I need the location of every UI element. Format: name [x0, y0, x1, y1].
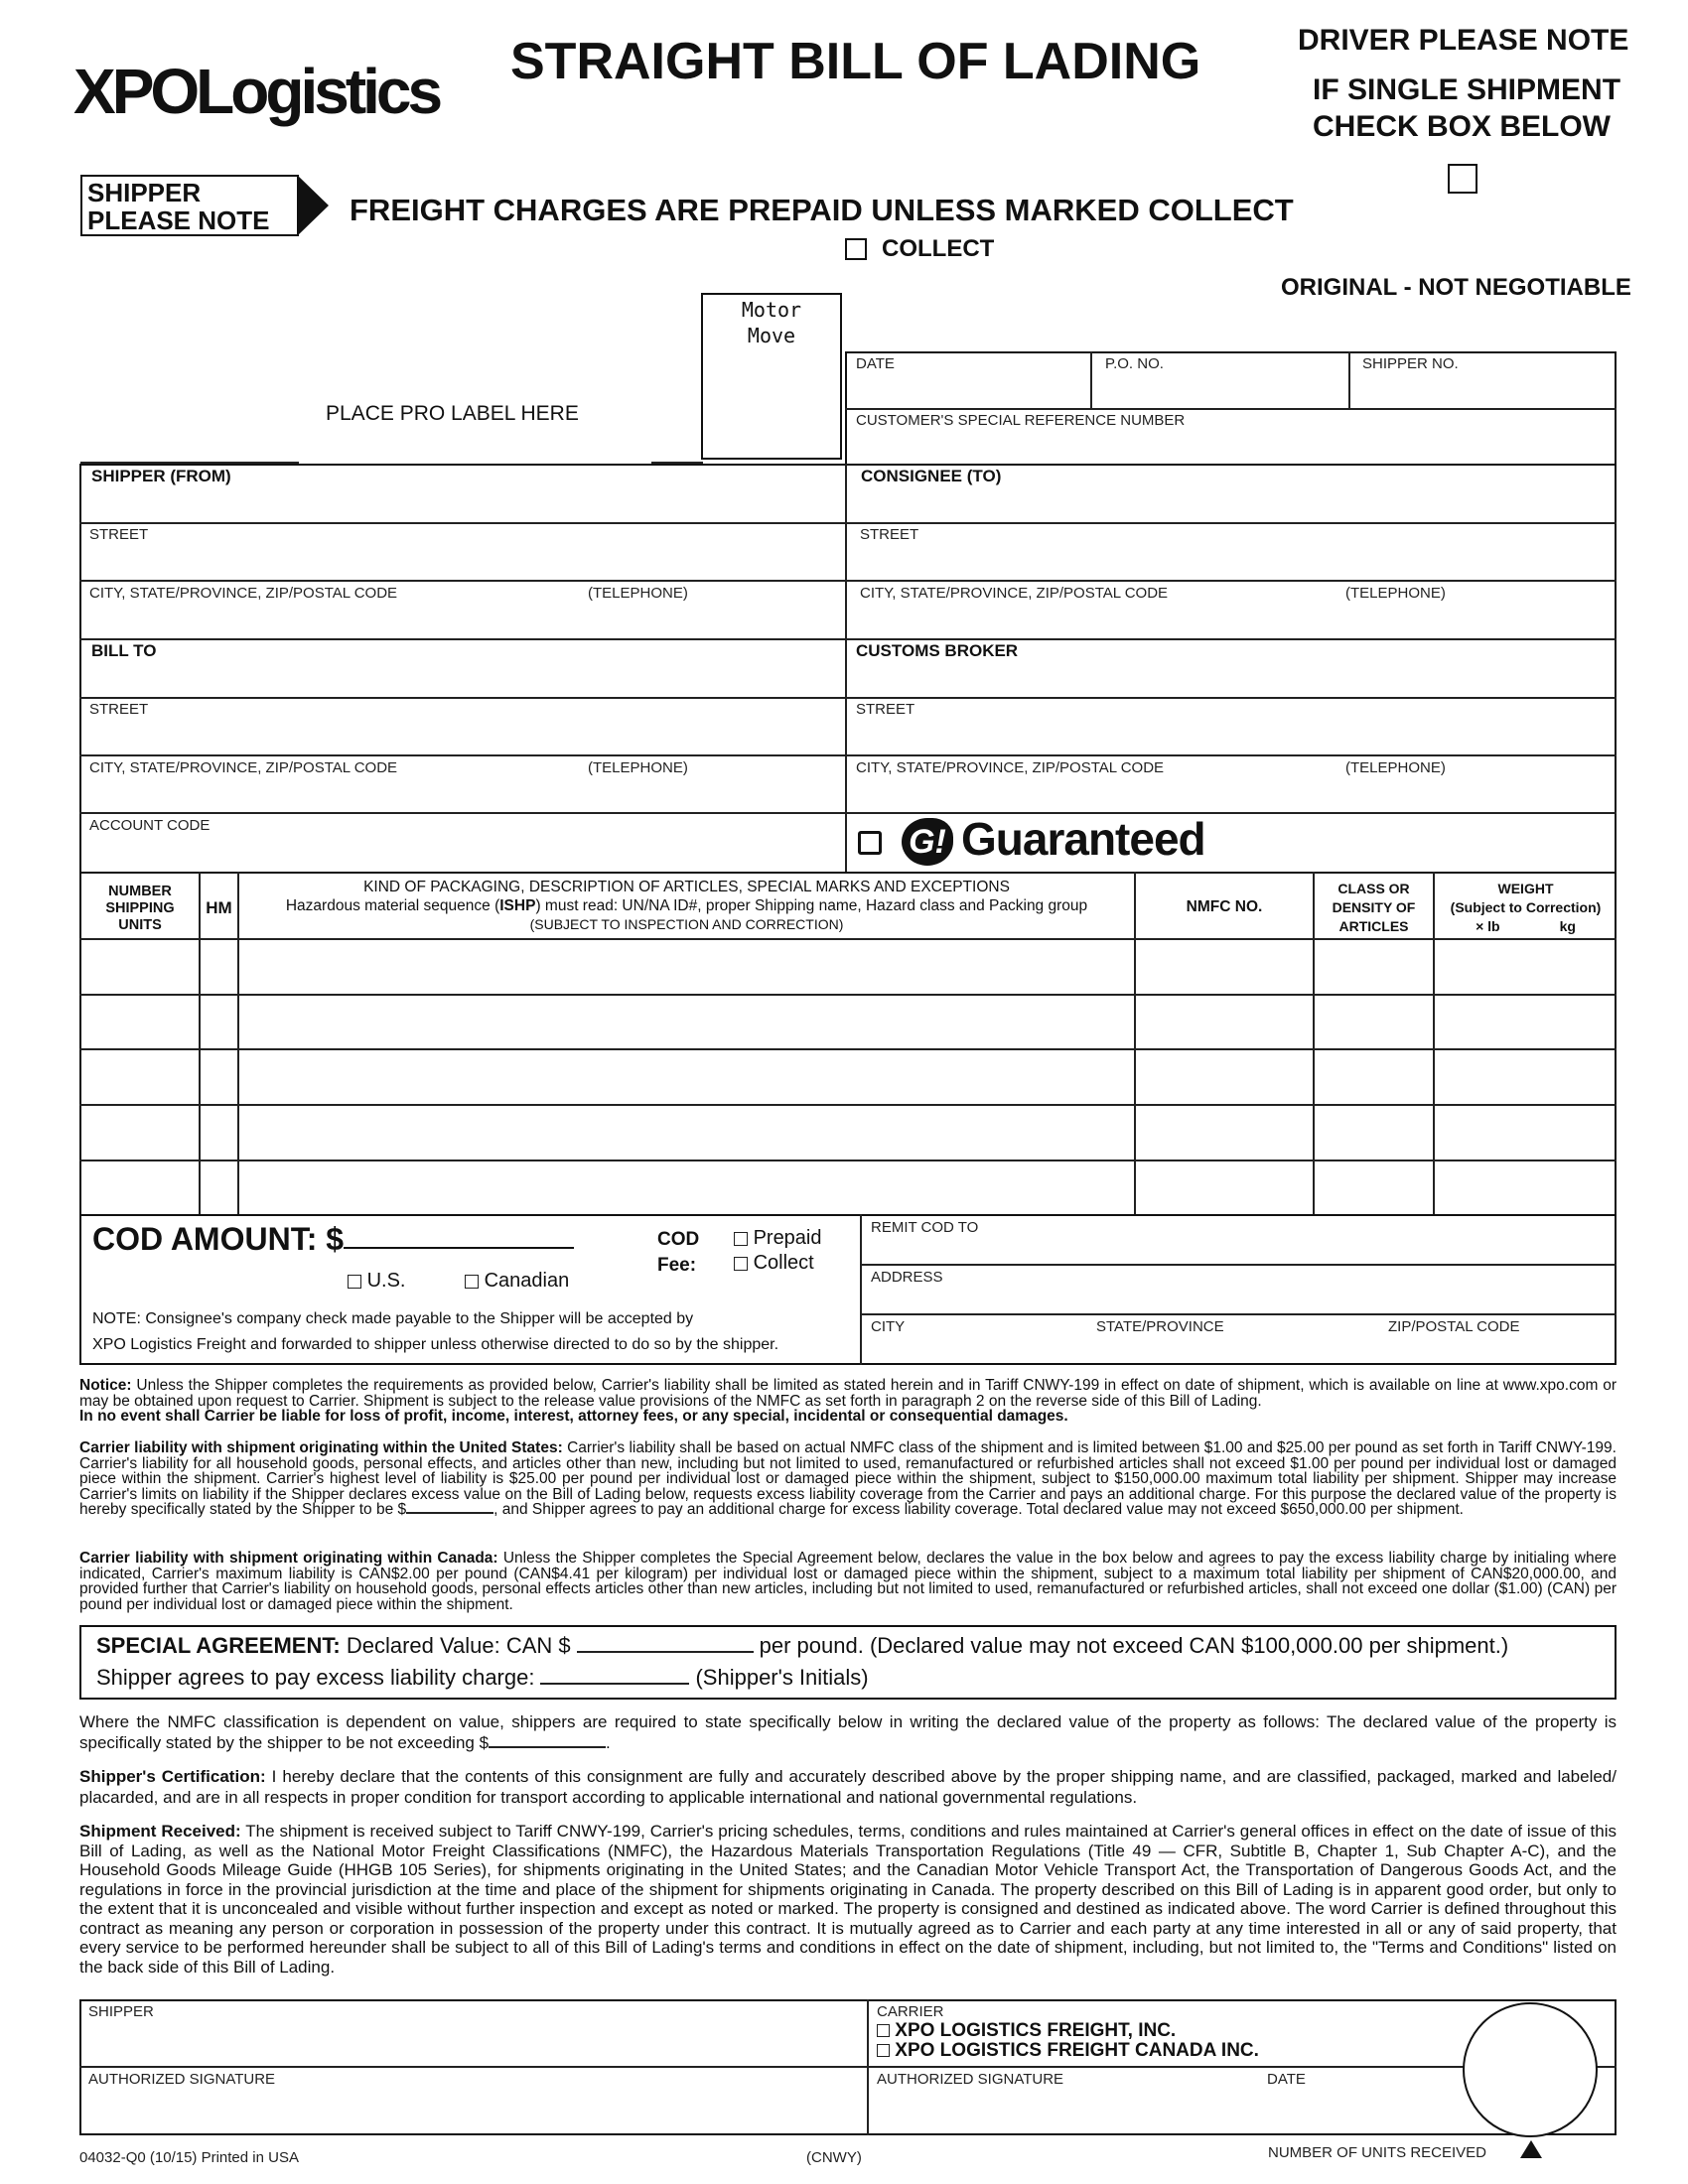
- shipper-note-line-1: SHIPPER: [87, 178, 202, 207]
- col-header-hm: HM: [206, 898, 232, 917]
- canada-liability-paragraph: Carrier liability with shipment originating within Canada: Unless the Shipper completes the Special Agreement below, declares the value in the box below and agrees to pay the excess liability charge by initialing where indicated, Carrier's maximum liability is CAN$2.00 per pound (CAN$4.41 per kilogram) per individual lost or damaged piece within the shipment, subject to a maximum total liability per shipment of CAN$20,000.00, and provided further that Carrier's liability on household goods, personal effects articles other than new articles, including but not limited to used, remanufactured or refurbished articles, shall not exceed one dollar ($1.00) (CAN) per pound per individual lost or damaged piece within the shipment.: [79, 1550, 1617, 1613]
- certification-paragraph: Shipper's Certification: I hereby declare that the contents of this consignment are fully and accurately described above by the proper shipping name, and are classified, packaged, marked and labeled/ placarded, and are in all respects in proper condition for transport according to applicable international and national governmental regulations.: [79, 1767, 1617, 1807]
- bill-to-street-label[interactable]: STREET: [89, 701, 149, 718]
- collect-checkbox[interactable]: [845, 238, 867, 260]
- remit-city-label[interactable]: CITY: [871, 1318, 906, 1335]
- freight-charges-text: FREIGHT CHARGES ARE PREPAID UNLESS MARKED COLLECT: [350, 193, 1294, 227]
- col-header-weight: WEIGHT (Subject to Correction) × lb kg: [1450, 881, 1602, 934]
- nmfc-value-paragraph: Where the NMFC classification is dependent on value, shippers are required to state specifically below in writing the declared value of the property as follows: The declared value of the property is specifically stated by the shipper to be not exceeding $ .: [79, 1712, 1617, 1752]
- ref-col-divider-1: [1090, 351, 1092, 409]
- remit-state-label[interactable]: STATE/PROVINCE: [1096, 1318, 1224, 1335]
- driver-note-line-2: IF SINGLE SHIPMENT: [1313, 73, 1621, 106]
- table-header-divider: [79, 938, 1617, 940]
- row-divider-6: [79, 812, 1617, 814]
- shipper-telephone-label[interactable]: (TELEPHONE): [588, 585, 688, 602]
- date-field-label[interactable]: DATE: [856, 355, 895, 372]
- shipper-city-label[interactable]: CITY, STATE/PROVINCE, ZIP/POSTAL CODE: [89, 585, 398, 602]
- signature-center-divider: [867, 1999, 869, 2135]
- form-code: (CNWY): [806, 2149, 862, 2166]
- row-divider-5: [79, 754, 1617, 756]
- units-received-circle[interactable]: [1463, 2002, 1598, 2137]
- form-number: 04032-Q0 (10/15) Printed in USA: [79, 2149, 299, 2166]
- table-col-divider-1: [199, 872, 201, 1216]
- carrier-option-freight-inc[interactable]: XPO LOGISTICS FREIGHT, INC.: [877, 2020, 1176, 2042]
- col-header-nmfc: NMFC NO.: [1186, 898, 1263, 915]
- cod-center-divider: [860, 1214, 862, 1365]
- col-header-description: KIND OF PACKAGING, DESCRIPTION OF ARTICLES, SPECIAL MARKS AND EXCEPTIONS Hazardous material sequence (ISHP) must read: UN/NA ID#, proper Shipping name, Hazard class and Packing group (SUBJECT TO INSPECTION AND CORRECTION): [285, 879, 1088, 932]
- cod-amount-label: COD AMOUNT: $: [92, 1221, 345, 1257]
- row-divider-3: [79, 638, 1617, 640]
- cod-fee-label: COD Fee:: [657, 1229, 700, 1276]
- cod-prepaid-option[interactable]: Prepaid: [734, 1227, 822, 1250]
- notice-paragraph: Notice: Unless the Shipper completes the requirements as provided below, Carrier's liability shall be limited as stated herein and in Tariff CNWY-199 in effect on date of shipment, which is available on line at www.xpo.com or may be obtained upon request to Carrier. Shipment is subject to the release value provisions of the NMFC as set forth in paragraph 2 on the reverse side of this Bill of Lading. In no event shall Carrier be liable for loss of profit, income, interest, attorney fees, or any special, incidental or consequential damages.: [79, 1377, 1617, 1426]
- carrier-signature-date[interactable]: DATE: [1267, 2071, 1306, 2088]
- declared-value-can-field[interactable]: [577, 1651, 754, 1653]
- arrow-icon: [297, 175, 331, 236]
- ref-col-divider-2: [1348, 351, 1350, 409]
- bill-to-city-label[interactable]: CITY, STATE/PROVINCE, ZIP/POSTAL CODE: [89, 759, 398, 776]
- consignee-street-label[interactable]: STREET: [860, 526, 919, 543]
- motor-move-line-1: Motor: [741, 298, 802, 322]
- remit-cod-to-label[interactable]: REMIT COD TO: [871, 1219, 979, 1236]
- signature-divider: [79, 2066, 1617, 2068]
- shipper-initials-field[interactable]: [540, 1683, 689, 1685]
- guaranteed-logo-icon: G!: [902, 818, 953, 866]
- consignee-telephone-label[interactable]: (TELEPHONE): [1345, 585, 1446, 602]
- shipper-street-label[interactable]: STREET: [89, 526, 149, 543]
- nmfc-declared-value-field[interactable]: [489, 1746, 606, 1748]
- table-col-divider-3: [1134, 872, 1136, 1216]
- col-header-units: NUMBER SHIPPING UNITS: [105, 884, 175, 933]
- driver-note-line-1: DRIVER PLEASE NOTE: [1298, 24, 1629, 57]
- bill-to-label[interactable]: BILL TO: [91, 641, 157, 660]
- broker-telephone-label[interactable]: (TELEPHONE): [1345, 759, 1446, 776]
- shipment-received-paragraph: Shipment Received: The shipment is received subject to Tariff CNWY-199, Carrier's pricing schedules, terms, conditions and rules maintained at Carrier's general offices in effect on the date of issue of this Bill of Lading, as well as the National Motor Freight Classifications (NMFC), the Hazardous Materials Transportation Regulations (Title 49 — CFR, Subtitle B, Chapter 1, Sub Chapter A-C), and the Household Goods Mileage Guide (HHGB 105 Series), for shipments originating in the United States; and the Canadian Motor Vehicle Transport Act, the Transportation of Dangerous Goods Act, and the regulations in force in the provincial jurisdiction at the time and place of the shipment for shipments originating in Canada. The property described on this Bill of Lading is in apparent good order, but only to the extent that it is unconcealed and visible without further inspection and except as noted or marked. The property is consigned and destined as indicated above. The word Carrier is defined throughout this contract as meaning any person or corporation in possession of the property under this contract. It is mutually agreed as to Carrier and each party at any time interested in all or any of said property, that every service to be performed hereunder shall be subject to all of this Bill of Lading's terms and conditions in effect on the date of shipment, including, but not limited to, the "Terms and Conditions" listed on the back side of this Bill of Lading.: [79, 1822, 1617, 1977]
- cod-amount-field[interactable]: [344, 1247, 574, 1249]
- document-title: STRAIGHT BILL OF LADING: [510, 33, 1201, 90]
- remit-address-label[interactable]: ADDRESS: [871, 1269, 943, 1286]
- account-code-label[interactable]: ACCOUNT CODE: [89, 817, 211, 834]
- shipper-number-field-label[interactable]: SHIPPER NO.: [1362, 355, 1459, 372]
- original-not-negotiable: ORIGINAL - NOT NEGOTIABLE: [1281, 274, 1631, 301]
- row-divider-4: [79, 697, 1617, 699]
- guaranteed-checkbox[interactable]: [858, 831, 882, 855]
- weight-lb-option[interactable]: × lb: [1476, 918, 1500, 934]
- collect-label: COLLECT: [882, 235, 995, 262]
- row-divider-1: [79, 522, 1617, 524]
- guaranteed-label: Guaranteed: [961, 813, 1205, 865]
- consignee-to-label[interactable]: CONSIGNEE (TO): [861, 467, 1002, 485]
- shipper-signature-label[interactable]: SHIPPER: [88, 2003, 154, 2020]
- driver-note-line-3: CHECK BOX BELOW: [1313, 110, 1611, 143]
- special-agreement-line-1: SPECIAL AGREEMENT: Declared Value: CAN $ per pound. (Declared value may not exceed CAN $100,000.00 per shipment.): [96, 1633, 1509, 1658]
- broker-street-label[interactable]: STREET: [856, 701, 915, 718]
- col-header-class: CLASS OR DENSITY OF ARTICLES: [1332, 881, 1416, 934]
- consignee-city-label[interactable]: CITY, STATE/PROVINCE, ZIP/POSTAL CODE: [860, 585, 1169, 602]
- table-row-divider-2: [79, 1048, 1617, 1050]
- pro-label-area: PLACE PRO LABEL HERE: [326, 402, 579, 425]
- shipper-from-label[interactable]: SHIPPER (FROM): [91, 467, 231, 485]
- cod-collect-option[interactable]: Collect: [734, 1252, 814, 1275]
- carrier-label: CARRIER: [877, 2003, 944, 2020]
- triangle-up-icon: [1519, 2139, 1543, 2159]
- shipper-authorized-signature[interactable]: AUTHORIZED SIGNATURE: [88, 2071, 276, 2088]
- bill-to-telephone-label[interactable]: (TELEPHONE): [588, 759, 688, 776]
- units-received-label: NUMBER OF UNITS RECEIVED: [1268, 2144, 1487, 2161]
- weight-kg-option[interactable]: kg: [1559, 918, 1576, 934]
- remit-divider-2: [860, 1313, 1617, 1315]
- carrier-option-freight-canada[interactable]: XPO LOGISTICS FREIGHT CANADA INC.: [877, 2040, 1259, 2062]
- ref-divider: [845, 408, 1617, 410]
- single-shipment-checkbox[interactable]: [1448, 164, 1477, 194]
- us-liability-paragraph: Carrier liability with shipment originating within the United States: Carrier's liability shall be based on actual NMFC class of the shipment and is limited between $1.00 and $25.00 per pound as set forth in Tariff CNWY-199. Carrier's liability for all household goods, personal effects, and articles other than new, including but not limited to used, remanufactured or refurbished articles shall not exceed $1.00 per pound per individual lost or damaged piece within the shipment. Carrier's highest level of liability is $25.00 per pound per individual lost or damaged piece within the shipment, subject to $150,000.00 maximum total liability per shipment. Shipper may increase Carrier's limits on liability if the Shipper declares excess value on the Bill of Lading below, requests excess liability coverage from the Carrier and pays an additional charge. For this purpose the declared value of the property is hereby specifically stated by the Shipper to be $ , and Shipper agrees to pay an additional charge for excess liability coverage. Total declared value may not exceed $650,000.00 per shipment.: [79, 1439, 1617, 1519]
- row-divider-2: [79, 580, 1617, 582]
- cod-note: NOTE: Consignee's company check made payable to the Shipper will be accepted by XPO Logistics Freight and forwarded to shipper unless otherwise directed to do so by the shipper.: [92, 1310, 779, 1353]
- special-agreement-line-2: Shipper agrees to pay excess liability charge: (Shipper's Initials): [96, 1665, 869, 1690]
- table-row-divider-3: [79, 1104, 1617, 1106]
- broker-city-label[interactable]: CITY, STATE/PROVINCE, ZIP/POSTAL CODE: [856, 759, 1165, 776]
- carrier-authorized-signature[interactable]: AUTHORIZED SIGNATURE: [877, 2071, 1064, 2088]
- table-row-divider-1: [79, 994, 1617, 996]
- company-logo: XPOLogistics: [73, 56, 440, 127]
- po-number-field-label[interactable]: P.O. NO.: [1105, 355, 1164, 372]
- shipper-note-line-2: PLEASE NOTE: [87, 205, 270, 235]
- cod-canadian-option[interactable]: Canadian: [465, 1270, 569, 1293]
- declared-value-us-field[interactable]: [406, 1512, 493, 1514]
- remit-divider-1: [860, 1264, 1617, 1266]
- table-row-divider-4: [79, 1160, 1617, 1161]
- motor-move-line-2: Move: [747, 324, 796, 347]
- cod-us-option[interactable]: U.S.: [348, 1270, 405, 1293]
- customer-reference-field-label[interactable]: CUSTOMER'S SPECIAL REFERENCE NUMBER: [856, 412, 1186, 429]
- remit-zip-label[interactable]: ZIP/POSTAL CODE: [1388, 1318, 1520, 1335]
- customs-broker-label[interactable]: CUSTOMS BROKER: [856, 641, 1019, 660]
